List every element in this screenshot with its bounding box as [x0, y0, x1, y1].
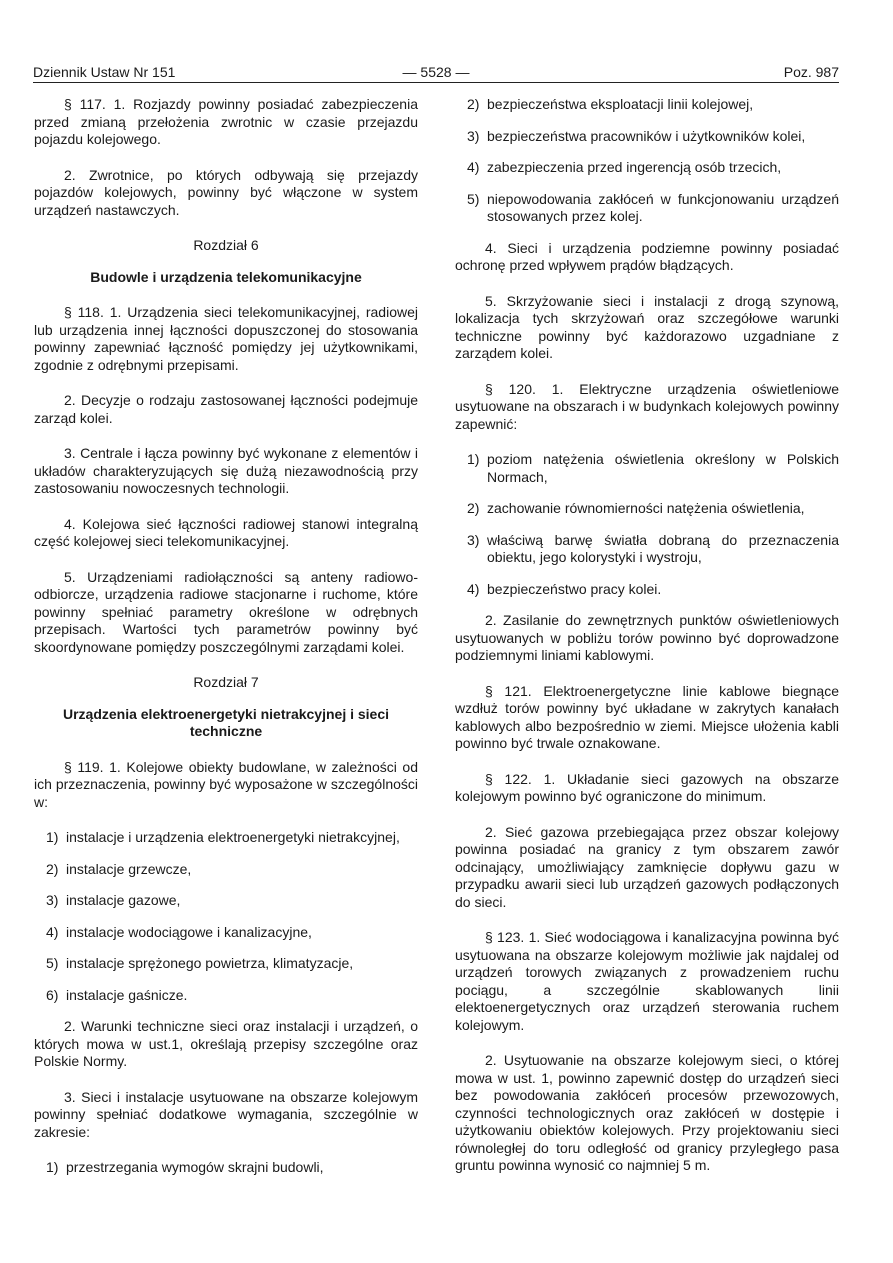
- chapter-7-title: Urządzenia elektroenergetyki nietrakcyjnej i sieci techniczne: [62, 705, 390, 739]
- paragraph-122-1: § 122. 1. Układanie sieci gazowych na obszarze kolejowym powinno być ograniczone do minimum.: [455, 770, 839, 804]
- paragraph-118-1: § 118. 1. Urządzenia sieci telekomunikacyjnej, radiowej lub urządzenia innej łączności dopuszczonej do stosowania powinny zapewniać łączność pomiędzy jej użytkownikami, zgodnie z odrębnymi przepisami.: [34, 304, 418, 373]
- paragraph-123-2: 2. Usytuowanie na obszarze kolejowym sieci, o której mowa w ust. 1, powinno zapewnić dostęp do urządzeń sieci bez powodowania zakłóceń procesów przewozowych, czynności technologicznych oraz zakłóceń w dostępie i użytkowaniu obiektów kolejowych. Przy projektowaniu sieci równoległej do toru odległość od granicy przyległego pasa gruntu powinna wynosić co najmniej 5 m.: [455, 1052, 839, 1173]
- list-item: 1) poziom natężenia oświetlenia określony w Polskich Normach,: [467, 451, 839, 485]
- list-item: 2) bezpieczeństwa eksploatacji linii kolejowej,: [467, 96, 754, 112]
- list-item: 3) instalacje gazowe,: [46, 892, 181, 908]
- chapter-7-heading: Rozdział 7: [193, 674, 259, 690]
- list-item: 4) zabezpieczenia przed ingerencją osób trzecich,: [467, 159, 782, 175]
- list-item: 6) instalacje gaśnicze.: [46, 986, 188, 1003]
- paragraph-117-1: § 117. 1. Rozjazdy powinny posiadać zabezpieczenia przed zmianą przełożenia zwrotnic w czasie przejazdu pojazdu kolejowego.: [34, 96, 418, 147]
- list-item: 4) instalacje wodociągowe i kanalizacyjne,: [46, 923, 312, 940]
- paragraph-119-3: 3. Sieci i instalacje usytuowane na obszarze kolejowym powinny spełniać dodatkowe wymagania, szczególnie w zakresie:: [34, 1088, 418, 1140]
- list-item: 5) niepowodowania zakłóceń w funkcjonowaniu urządzeń stosowanych przez kolej.: [467, 190, 839, 224]
- list-item: 2) instalacje grzewcze,: [46, 860, 192, 877]
- paragraph-117-2: 2. Zwrotnice, po których odbywają się przejazdy pojazdów kolejowych, powinny być włączone w system urządzeń nastawczych.: [34, 166, 418, 218]
- journal-title: Dziennik Ustaw Nr 151: [33, 64, 176, 80]
- paragraph-122-2: 2. Sieć gazowa przebiegająca przez obszar kolejowy powinna posiadać na granicy z tym obszarem zawór odcinający, umożliwiający zamknięcie dopływu gazu w przypadku awarii sieci lub urządzeń gazowych podłączonych do sieci.: [455, 823, 839, 910]
- paragraph-118-4: 4. Kolejowa sieć łączności radiowej stanowi integralną część kolejowej sieci telekomunikacyjnej.: [34, 515, 418, 549]
- chapter-6-title: Budowle i urządzenia telekomunikacyjne: [90, 268, 362, 285]
- list-item: 4) bezpieczeństwo pracy kolei.: [467, 580, 662, 597]
- position-number: Poz. 987: [783, 64, 839, 80]
- paragraph-120-1: § 120. 1. Elektryczne urządzenia oświetleniowe usytuowane na obszarach i w budynkach kolejowych powinny zapewnić:: [455, 380, 839, 432]
- list-item: 2) zachowanie równomierności natężenia oświetlenia,: [467, 500, 805, 516]
- paragraph-120-2: 2. Zasilanie do zewnętrznych punktów oświetleniowych usytuowanych w pobliżu torów powinno być doprowadzone podziemnymi liniami kablowymi.: [455, 612, 839, 663]
- list-item: 5) instalacje sprężonego powietrza, klimatyzacje,: [46, 955, 354, 971]
- paragraph-119-4: 4. Sieci i urządzenia podziemne powinny posiadać ochronę przed wpływem prądów błądzących.: [455, 239, 839, 273]
- list-item: 3) właściwą barwę światła dobraną do przeznaczenia obiektu, jego kolorystyki i wystroju,: [467, 531, 839, 565]
- paragraph-121: § 121. Elektroenergetyczne linie kablowe biegnące wzdłuż torów powinny być układane w zakrytych kanałach kablowych albo bezpośrednio w ziemi. Miejsce ułożenia kabli powinno być trwale oznakowane.: [455, 682, 839, 751]
- paragraph-119-1: § 119. 1. Kolejowe obiekty budowlane, w zależności od ich przeznaczenia, powinny być wyposażone w szczególności w:: [34, 758, 418, 810]
- paragraph-118-2: 2. Decyzje o rodzaju zastosowanej łączności podejmuje zarząd kolei.: [34, 392, 418, 426]
- left-column: [34, 96, 418, 1191]
- paragraph-123-1: § 123. 1. Sieć wodociągowa i kanalizacyjna powinna być usytuowana na obszarze kolejowym możliwie jak najdalej od urządzeń torowych związanych z prowadzeniem ruchu pociągu, a szczególnie skablowanych linii elektoenergetycznych oraz urządzeń sterowania ruchem kolejowym.: [455, 929, 839, 1033]
- page-number: — 5528 —: [402, 64, 470, 80]
- paragraph-118-5: 5. Urządzeniami radiołączności są anteny radiowo-odbiorcze, urządzenia radiowe stacjonarne i ruchome, które powinny spełniać parametry określone w odrębnych przepisach. Wartości tych parametrów powinny być skoordynowane pomiędzy poszczególnymi zarządami kolei.: [34, 568, 418, 655]
- paragraph-118-3: 3. Centrale i łącza powinny być wykonane z elementów i układów charakteryzujących się dużą niezawodnością przy zastosowaniu nowoczesnych technologii.: [34, 445, 418, 496]
- paragraph-119-2: 2. Warunki techniczne sieci oraz instalacji i urządzeń, o których mowa w ust.1, określają przepisy szczególne oraz Polskie Normy.: [34, 1018, 418, 1069]
- right-column: [455, 96, 839, 1193]
- list-item: 3) bezpieczeństwa pracowników i użytkowników kolei,: [467, 127, 806, 144]
- page-header: [33, 62, 839, 83]
- chapter-6-heading: Rozdział 6: [193, 237, 259, 253]
- list-item: 1) przestrzegania wymogów skrajni budowli,: [46, 1159, 324, 1175]
- list-item: 1) instalacje i urządzenia elektroenergetyki nietrakcyjnej,: [46, 829, 400, 845]
- paragraph-119-5: 5. Skrzyżowanie sieci i instalacji z drogą szynową, lokalizacja tych skrzyżowań oraz szczegółowe warunki techniczne powinny być każdorazowo uzgadniane z zarządem kolei.: [455, 292, 839, 361]
